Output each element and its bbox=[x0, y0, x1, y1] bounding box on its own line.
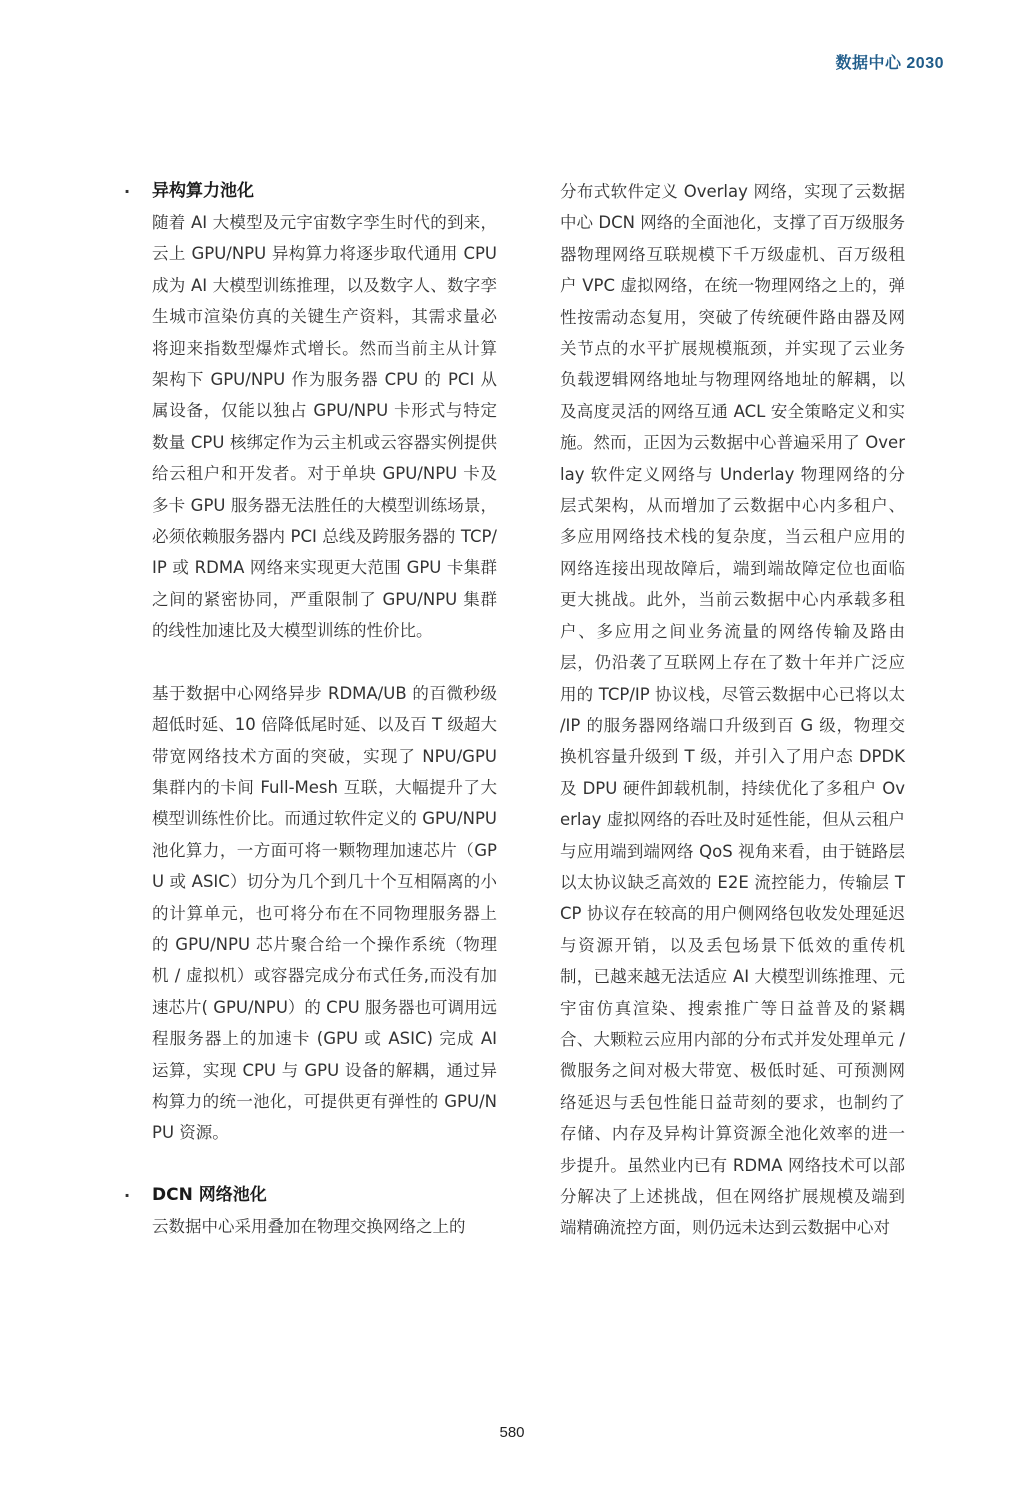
section-heading-text: 异构算力池化 bbox=[152, 181, 254, 201]
paragraph-gap bbox=[152, 647, 497, 678]
paragraph: 基于数据中心网络异步 RDMA/UB 的百微秒级超低时延、10 倍降低尾时延、以及百 T 级超大带宽网络技术方面的突破，实现了 NPU/GPU 集群内的卡间 Full-Mesh 互联，大幅提升了大模型训练性价比。而通过软件定义的 GPU/NPU 池化算力，一方面可将一颗物理加速芯片（GPU 或 ASIC）切分为几个到几十个互相隔离的小的计算单元，也可将分布在不同物理服务器上的 GPU/NPU 芯片聚合给一个操作系统（物理机 / 虚拟机）或容器完成分布式任务,而没有加速芯片( GPU/NPU）的 CPU 服务器也可调用远程服务器上的加速卡 (GPU 或 ASIC) 完成 AI 运算，实现 CPU 与 GPU 设备的解耦，通过异构算力的统一池化，可提供更有弹性的 GPU/NPU 资源。 bbox=[152, 683, 497, 1143]
paragraph: 云数据中心采用叠加在物理交换网络之上的 bbox=[152, 1216, 466, 1236]
page-number: 580 bbox=[499, 1424, 525, 1441]
paragraph-gap bbox=[152, 1149, 497, 1180]
section-heading-text: DCN 网络池化 bbox=[152, 1184, 267, 1205]
bullet-marker: · bbox=[124, 1185, 131, 1205]
right-column bbox=[560, 176, 905, 1244]
left-column bbox=[124, 176, 497, 1242]
bullet-marker: · bbox=[124, 182, 131, 201]
page-header-title: 数据中心 2030 bbox=[835, 55, 944, 72]
section-heading-heterogeneous-compute bbox=[124, 176, 497, 207]
section-heading-dcn-pooling bbox=[124, 1180, 497, 1211]
paragraph: 分布式软件定义 Overlay 网络，实现了云数据中心 DCN 网络的全面池化，支撑了百万级服务器物理网络互联规模下千万级虚机、百万级租户 VPC 虚拟网络，在统一物理网络之上的，弹性按需动态复用，突破了传统硬件路由器及网关节点的水平扩展规模瓶颈，并实现了云业务负载逻辑网络地址与物理网络地址的解耦，以及高度灵活的网络互通 ACL 安全策略定义和实施。然而，正因为云数据中心普遍采用了 Overlay 软件定义网络与 Underlay 物理网络的分层式架构，从而增加了云数据中心内多租户、多应用网络技术栈的复杂度，当云租户应用的网络连接出现故障后，端到端故障定位也面临更大挑战。此外，当前云数据中心内承载多租户、多应用之间业务流量的网络传输及路由层，仍沿袭了互联网上存在了数十年并广泛应用的 TCP/IP 协议栈，尽管云数据中心已将以太 /IP 的服务器网络端口升级到百 G 级，物理交换机容量升级到 T 级，并引入了用户态 DPDK 及 DPU 硬件卸载机制，持续优化了多租户 Overlay 虚拟网络的吞吐及时延性能，但从云租户与应用端到端网络 QoS 视角来看，由于链路层以太协议缺乏高效的 E2E 流控能力，传输层 TCP 协议存在较高的用户侧网络包收发处理延迟与资源开销，以及丢包场景下低效的重传机制，已越来越无法适应 AI 大模型训练推理、元宇宙仿真渲染、搜索推广等日益普及的紧耦合、大颗粒云应用内部的分布式并发处理单元 / 微服务之间对极大带宽、极低时延、可预测网络延迟与丢包性能日益苛刻的要求，也制约了存储、内存及异构计算资源全池化效率的进一步提升。虽然业内已有 RDMA 网络技术可以部分解决了上述挑战，但在网络扩展规模及端到端精确流控方面，则仍远未达到云数据中心对 bbox=[560, 182, 905, 1238]
paragraph: 随着 AI 大模型及元宇宙数字孪生时代的到来，云上 GPU/NPU 异构算力将逐步取代通用 CPU 成为 AI 大模型训练推理，以及数字人、数字孪生城市渲染仿真的关键生产资料，其需求量必将迎来指数型爆炸式增长。然而当前主从计算架构下 GPU/NPU 作为服务器 CPU 的 PCI 从属设备，仅能以独占 GPU/NPU 卡形式与特定数量 CPU 核绑定作为云主机或云容器实例提供给云租户和开发者。对于单块 GPU/NPU 卡及多卡 GPU 服务器无法胜任的大模型训练场景，必须依赖服务器内 PCI 总线及跨服务器的 TCP/IP 或 RDMA 网络来实现更大范围 GPU 卡集群之间的紧密协同，严重限制了 GPU/NPU 集群的线性加速比及大模型训练的性价比。 bbox=[152, 213, 497, 641]
